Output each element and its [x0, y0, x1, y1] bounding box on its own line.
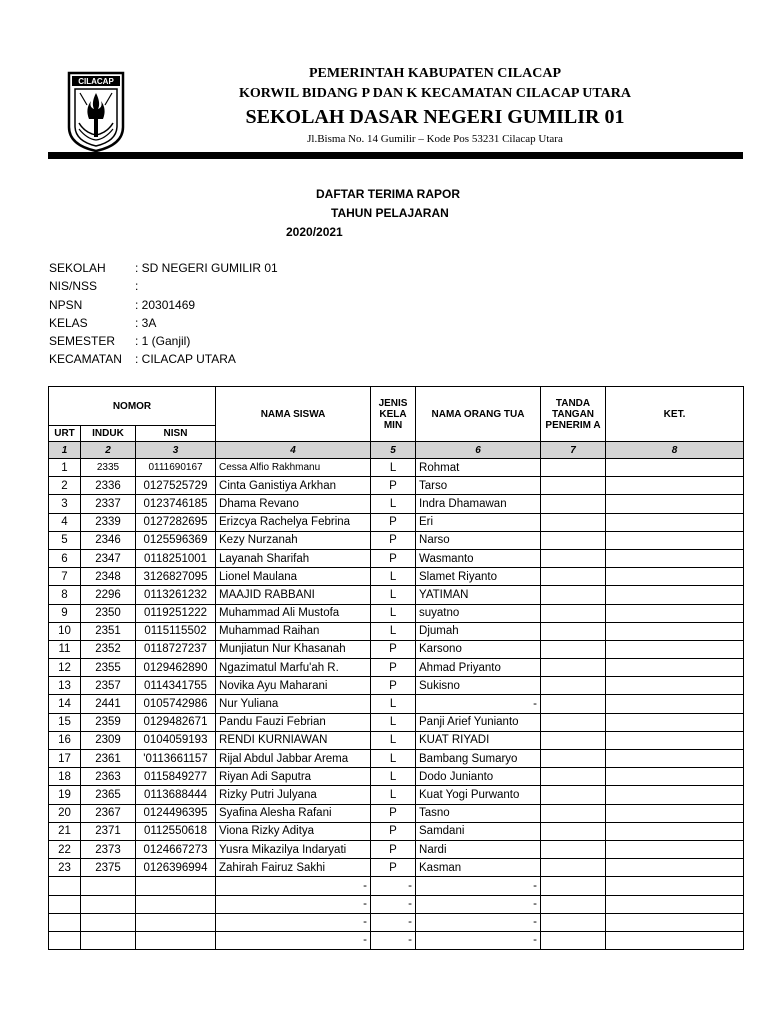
info-value: : 1 (Ganjil) — [135, 334, 191, 349]
cell-nama-orang-tua: Slamet Riyanto — [416, 568, 541, 586]
cell-nama-orang-tua: Indra Dhamawan — [416, 495, 541, 513]
cell-nama-orang-tua: Kasman — [416, 859, 541, 877]
cell-urt: 8 — [49, 586, 81, 604]
cell-nama-orang-tua: - — [416, 931, 541, 949]
cell-urt: 23 — [49, 859, 81, 877]
cell-induk: 2355 — [81, 659, 136, 677]
table-row — [49, 495, 744, 513]
table-row — [49, 677, 744, 695]
cell-nama-orang-tua: Dodo Junianto — [416, 768, 541, 786]
cell-nama-orang-tua: - — [416, 695, 541, 713]
cell-nama-orang-tua: KUAT RIYADI — [416, 731, 541, 749]
cell-induk: 2359 — [81, 713, 136, 731]
cell-nama-siswa: Zahirah Fairuz Sakhi — [216, 859, 371, 877]
info-value: : — [135, 279, 139, 294]
cell-nama-siswa: Riyan Adi Saputra — [216, 768, 371, 786]
cell-nisn: 0113688444 — [136, 786, 216, 804]
cell-tanda-tangan — [541, 931, 606, 949]
cell-nama-siswa: Muhammad Raihan — [216, 622, 371, 640]
cell-nisn: 0115115502 — [136, 622, 216, 640]
cell-nama-siswa: Yusra Mikazilya Indaryati — [216, 840, 371, 858]
cell-urt: 21 — [49, 822, 81, 840]
table-row — [49, 640, 744, 658]
info-label: KELAS — [49, 315, 88, 330]
cell-jenis-kelamin: P — [371, 549, 416, 567]
cell-tanda-tangan — [541, 477, 606, 495]
cell-tanda-tangan — [541, 513, 606, 531]
cell-nisn — [136, 931, 216, 949]
cell-urt — [49, 895, 81, 913]
cell-tanda-tangan — [541, 549, 606, 567]
cell-tanda-tangan — [541, 913, 606, 931]
info-value: : SD NEGERI GUMILIR 01 — [135, 261, 278, 275]
cell-nama-siswa: RENDI KURNIAWAN — [216, 731, 371, 749]
cell-induk — [81, 895, 136, 913]
info-label: SEMESTER — [49, 334, 116, 349]
header-ket: KET. — [606, 387, 744, 442]
cell-urt: 15 — [49, 713, 81, 731]
cell-induk: 2347 — [81, 549, 136, 567]
cell-nama-siswa: Kezy Nurzanah — [216, 531, 371, 549]
cell-nama-siswa: Cessa Alfio Rakhmanu — [216, 459, 371, 477]
cell-tanda-tangan — [541, 677, 606, 695]
cell-urt: 5 — [49, 531, 81, 549]
cell-jenis-kelamin: P — [371, 477, 416, 495]
table-row — [49, 568, 744, 586]
cell-nama-siswa: Syafina Alesha Rafani — [216, 804, 371, 822]
column-number: 1 — [49, 442, 81, 459]
cell-jenis-kelamin: L — [371, 695, 416, 713]
cell-ket — [606, 513, 744, 531]
cell-jenis-kelamin: P — [371, 822, 416, 840]
cell-ket — [606, 913, 744, 931]
cell-nama-siswa: Layanah Sharifah — [216, 549, 371, 567]
table-row — [49, 695, 744, 713]
cell-ket — [606, 713, 744, 731]
cell-nisn: 0124496395 — [136, 804, 216, 822]
cell-urt: 9 — [49, 604, 81, 622]
cell-jenis-kelamin: P — [371, 513, 416, 531]
cell-ket — [606, 695, 744, 713]
cell-induk: 2296 — [81, 586, 136, 604]
column-number: 3 — [136, 442, 216, 459]
info-label: KECAMATAN — [49, 352, 122, 367]
table-row — [49, 840, 744, 858]
cell-nama-siswa: MAAJID RABBANI — [216, 586, 371, 604]
table-row — [49, 768, 744, 786]
table-row — [49, 586, 744, 604]
cell-jenis-kelamin: P — [371, 804, 416, 822]
info-label: NPSN — [49, 297, 83, 312]
cell-jenis-kelamin: - — [371, 913, 416, 931]
table-row — [49, 804, 744, 822]
cell-nama-orang-tua: YATIMAN — [416, 586, 541, 604]
cell-nama-orang-tua: - — [416, 895, 541, 913]
cell-jenis-kelamin: L — [371, 768, 416, 786]
cell-nama-orang-tua: Nardi — [416, 840, 541, 858]
cell-induk: 2348 — [81, 568, 136, 586]
cell-nama-orang-tua: Narso — [416, 531, 541, 549]
cell-tanda-tangan — [541, 750, 606, 768]
table-row — [49, 513, 744, 531]
cell-jenis-kelamin: - — [371, 895, 416, 913]
cell-ket — [606, 840, 744, 858]
cell-urt: 18 — [49, 768, 81, 786]
cell-jenis-kelamin: L — [371, 731, 416, 749]
cell-nisn: 3126827095 — [136, 568, 216, 586]
cell-nama-siswa: - — [216, 913, 371, 931]
cell-nama-siswa: Nur Yuliana — [216, 695, 371, 713]
column-number: 4 — [216, 442, 371, 459]
cell-nisn — [136, 895, 216, 913]
table-row — [49, 622, 744, 640]
cell-nama-orang-tua: Panji Arief Yunianto — [416, 713, 541, 731]
cell-tanda-tangan — [541, 640, 606, 658]
cell-nisn: 0113261232 — [136, 586, 216, 604]
cell-nama-siswa: Ngazimatul Marfu'ah R. — [216, 659, 371, 677]
header-korwil: KORWIL BIDANG P DAN K KECAMATAN CILACAP UTARA — [239, 86, 631, 101]
cell-induk: 2309 — [81, 731, 136, 749]
cell-induk: 2352 — [81, 640, 136, 658]
cell-induk: 2346 — [81, 531, 136, 549]
cell-ket — [606, 459, 744, 477]
cell-ket — [606, 877, 744, 895]
header-address: Jl.Bisma No. 14 Gumilir – Kode Pos 53231 Cilacap Utara — [307, 133, 563, 145]
cell-nisn — [136, 877, 216, 895]
cell-induk: 2337 — [81, 495, 136, 513]
cell-nama-siswa: Novika Ayu Maharani — [216, 677, 371, 695]
cell-ket — [606, 677, 744, 695]
cell-nisn: 0111690167 — [136, 459, 216, 477]
cell-induk — [81, 877, 136, 895]
cell-nisn: 0123746185 — [136, 495, 216, 513]
cell-induk: 2373 — [81, 840, 136, 858]
header-jenis-kelamin: JENIS KELA MIN — [371, 387, 416, 442]
cell-tanda-tangan — [541, 459, 606, 477]
cell-ket — [606, 822, 744, 840]
cell-jenis-kelamin: P — [371, 659, 416, 677]
cell-nama-siswa: - — [216, 895, 371, 913]
cell-tanda-tangan — [541, 604, 606, 622]
cell-nama-orang-tua: Rohmat — [416, 459, 541, 477]
cell-nisn — [136, 913, 216, 931]
table-row — [49, 659, 744, 677]
cell-jenis-kelamin: P — [371, 859, 416, 877]
cell-nisn: 0118727237 — [136, 640, 216, 658]
cell-nama-siswa: Pandu Fauzi Febrian — [216, 713, 371, 731]
cell-nisn: 0124667273 — [136, 840, 216, 858]
cell-nama-siswa: Cinta Ganistiya Arkhan — [216, 477, 371, 495]
column-number: 2 — [81, 442, 136, 459]
cell-ket — [606, 750, 744, 768]
cell-induk: 2357 — [81, 677, 136, 695]
table-row — [49, 459, 744, 477]
cell-jenis-kelamin: L — [371, 604, 416, 622]
cell-induk: 2335 — [81, 459, 136, 477]
cell-urt: 17 — [49, 750, 81, 768]
table-row — [49, 877, 744, 895]
table-row — [49, 750, 744, 768]
cell-urt: 12 — [49, 659, 81, 677]
info-value: : CILACAP UTARA — [135, 352, 236, 367]
cell-urt: 3 — [49, 495, 81, 513]
cell-nisn: 0125596369 — [136, 531, 216, 549]
cell-urt: 20 — [49, 804, 81, 822]
cell-tanda-tangan — [541, 495, 606, 513]
cell-urt: 13 — [49, 677, 81, 695]
cell-nisn: 0126396994 — [136, 859, 216, 877]
cell-jenis-kelamin: L — [371, 586, 416, 604]
cell-nisn: 0129462890 — [136, 659, 216, 677]
cell-tanda-tangan — [541, 859, 606, 877]
cell-tanda-tangan — [541, 713, 606, 731]
cell-tanda-tangan — [541, 731, 606, 749]
cell-urt — [49, 913, 81, 931]
table-row — [49, 531, 744, 549]
cell-jenis-kelamin: - — [371, 877, 416, 895]
cell-ket — [606, 531, 744, 549]
cell-urt: 7 — [49, 568, 81, 586]
cell-ket — [606, 931, 744, 949]
cell-nama-siswa: Muhammad Ali Mustofa — [216, 604, 371, 622]
cell-induk: 2339 — [81, 513, 136, 531]
header-school-name: SEKOLAH DASAR NEGERI GUMILIR 01 — [245, 106, 625, 128]
column-number: 5 — [371, 442, 416, 459]
cell-induk — [81, 913, 136, 931]
cell-nisn: 0114341755 — [136, 677, 216, 695]
column-number: 7 — [541, 442, 606, 459]
document-title: DAFTAR TERIMA RAPOR — [316, 187, 460, 201]
cell-nama-orang-tua: Tasno — [416, 804, 541, 822]
cell-jenis-kelamin: - — [371, 931, 416, 949]
cell-ket — [606, 659, 744, 677]
table-row — [49, 549, 744, 567]
cell-jenis-kelamin: L — [371, 713, 416, 731]
cell-urt — [49, 877, 81, 895]
cell-ket — [606, 477, 744, 495]
cell-nama-orang-tua: Samdani — [416, 822, 541, 840]
cell-nama-siswa: Dhama Revano — [216, 495, 371, 513]
cell-induk — [81, 931, 136, 949]
cell-urt: 22 — [49, 840, 81, 858]
cell-ket — [606, 640, 744, 658]
cell-induk: 2367 — [81, 804, 136, 822]
cell-nisn: 0105742986 — [136, 695, 216, 713]
cell-induk: 2361 — [81, 750, 136, 768]
cell-urt: 10 — [49, 622, 81, 640]
column-number-row — [49, 442, 744, 459]
cell-urt: 6 — [49, 549, 81, 567]
cell-nisn: 0127525729 — [136, 477, 216, 495]
cell-ket — [606, 859, 744, 877]
cell-tanda-tangan — [541, 786, 606, 804]
cell-ket — [606, 786, 744, 804]
cell-induk: 2363 — [81, 768, 136, 786]
cell-nama-orang-tua: Wasmanto — [416, 549, 541, 567]
cell-tanda-tangan — [541, 695, 606, 713]
header-tanda-tangan: TANDA TANGAN PENERIM A — [541, 387, 606, 442]
cell-urt: 16 — [49, 731, 81, 749]
cell-nama-orang-tua: - — [416, 913, 541, 931]
cell-nama-orang-tua: Sukisno — [416, 677, 541, 695]
cell-nama-orang-tua: Ahmad Priyanto — [416, 659, 541, 677]
column-number: 6 — [416, 442, 541, 459]
header-nama-siswa: NAMA SISWA — [216, 387, 371, 442]
cell-ket — [606, 549, 744, 567]
cell-nisn: 0104059193 — [136, 731, 216, 749]
cell-urt: 4 — [49, 513, 81, 531]
table-row — [49, 731, 744, 749]
cell-jenis-kelamin: P — [371, 531, 416, 549]
table-row — [49, 604, 744, 622]
cell-nisn: 0115849277 — [136, 768, 216, 786]
cell-nama-siswa: Rizky Putri Julyana — [216, 786, 371, 804]
cell-nama-orang-tua: suyatno — [416, 604, 541, 622]
emblem-text: CILACAP — [78, 77, 114, 86]
report-receipt-table — [48, 386, 744, 950]
cell-tanda-tangan — [541, 531, 606, 549]
cell-tanda-tangan — [541, 804, 606, 822]
table-row — [49, 713, 744, 731]
cell-ket — [606, 804, 744, 822]
header-nama-orang-tua: NAMA ORANG TUA — [416, 387, 541, 442]
cell-tanda-tangan — [541, 895, 606, 913]
cell-tanda-tangan — [541, 659, 606, 677]
cell-nisn: 0112550618 — [136, 822, 216, 840]
table-row — [49, 931, 744, 949]
cell-ket — [606, 586, 744, 604]
header-nomor: NOMOR — [49, 387, 216, 426]
cell-urt: 11 — [49, 640, 81, 658]
cell-nama-orang-tua: Karsono — [416, 640, 541, 658]
cell-nama-orang-tua: Bambang Sumaryo — [416, 750, 541, 768]
cell-jenis-kelamin: P — [371, 840, 416, 858]
cell-nama-orang-tua: Kuat Yogi Purwanto — [416, 786, 541, 804]
cell-jenis-kelamin: L — [371, 459, 416, 477]
cell-induk: 2365 — [81, 786, 136, 804]
cell-tanda-tangan — [541, 877, 606, 895]
cell-nama-siswa: Lionel Maulana — [216, 568, 371, 586]
info-value: : 3A — [135, 315, 157, 330]
cell-tanda-tangan — [541, 622, 606, 640]
cell-tanda-tangan — [541, 568, 606, 586]
header-urt: URT — [49, 426, 81, 442]
cell-nama-orang-tua: Tarso — [416, 477, 541, 495]
table-row — [49, 786, 744, 804]
cell-urt — [49, 931, 81, 949]
cell-nisn: 0129482671 — [136, 713, 216, 731]
cell-nama-siswa: Erizcya Rachelya Febrina — [216, 513, 371, 531]
cell-ket — [606, 495, 744, 513]
cell-nama-siswa: Viona Rizky Aditya — [216, 822, 371, 840]
document-subtitle: TAHUN PELAJARAN — [331, 206, 449, 220]
cell-nama-siswa: - — [216, 877, 371, 895]
table-row — [49, 822, 744, 840]
header-nisn: NISN — [136, 426, 216, 442]
cell-nama-siswa: - — [216, 931, 371, 949]
cell-urt: 2 — [49, 477, 81, 495]
table-row — [49, 913, 744, 931]
cell-tanda-tangan — [541, 768, 606, 786]
cell-ket — [606, 768, 744, 786]
cell-jenis-kelamin: L — [371, 495, 416, 513]
info-label: NIS/NSS — [49, 279, 98, 294]
cell-induk: 2441 — [81, 695, 136, 713]
cell-induk: 2351 — [81, 622, 136, 640]
cell-nisn: 0118251001 — [136, 549, 216, 567]
cell-nisn: '0113661157 — [136, 750, 216, 768]
cell-jenis-kelamin: L — [371, 622, 416, 640]
cell-induk: 2375 — [81, 859, 136, 877]
cell-tanda-tangan — [541, 822, 606, 840]
table-row — [49, 895, 744, 913]
cell-nisn: 0119251222 — [136, 604, 216, 622]
cell-urt: 1 — [49, 459, 81, 477]
table-row — [49, 477, 744, 495]
cell-tanda-tangan — [541, 840, 606, 858]
header-divider — [48, 152, 743, 159]
cell-urt: 14 — [49, 695, 81, 713]
table-row — [49, 859, 744, 877]
cell-nama-orang-tua: Djumah — [416, 622, 541, 640]
cell-urt: 19 — [49, 786, 81, 804]
cell-induk: 2371 — [81, 822, 136, 840]
cell-induk: 2336 — [81, 477, 136, 495]
cell-jenis-kelamin: L — [371, 568, 416, 586]
header-government: PEMERINTAH KABUPATEN CILACAP — [308, 66, 561, 81]
academic-year: 2020/2021 — [286, 225, 343, 239]
cell-jenis-kelamin: P — [371, 677, 416, 695]
cell-nama-siswa: Rijal Abdul Jabbar Arema — [216, 750, 371, 768]
cell-ket — [606, 622, 744, 640]
cell-nama-orang-tua: - — [416, 877, 541, 895]
cell-induk: 2350 — [81, 604, 136, 622]
info-value: : 20301469 — [135, 297, 196, 312]
column-number: 8 — [606, 442, 744, 459]
cell-ket — [606, 568, 744, 586]
cell-jenis-kelamin: L — [371, 750, 416, 768]
cell-ket — [606, 895, 744, 913]
cilacap-emblem-icon — [67, 71, 125, 153]
info-label: SEKOLAH — [49, 261, 106, 275]
cell-tanda-tangan — [541, 586, 606, 604]
cell-ket — [606, 604, 744, 622]
cell-nama-siswa: Munjiatun Nur Khasanah — [216, 640, 371, 658]
header-induk: INDUK — [81, 426, 136, 442]
cell-nisn: 0127282695 — [136, 513, 216, 531]
cell-ket — [606, 731, 744, 749]
cell-jenis-kelamin: P — [371, 640, 416, 658]
cell-nama-orang-tua: Eri — [416, 513, 541, 531]
cell-jenis-kelamin: L — [371, 786, 416, 804]
